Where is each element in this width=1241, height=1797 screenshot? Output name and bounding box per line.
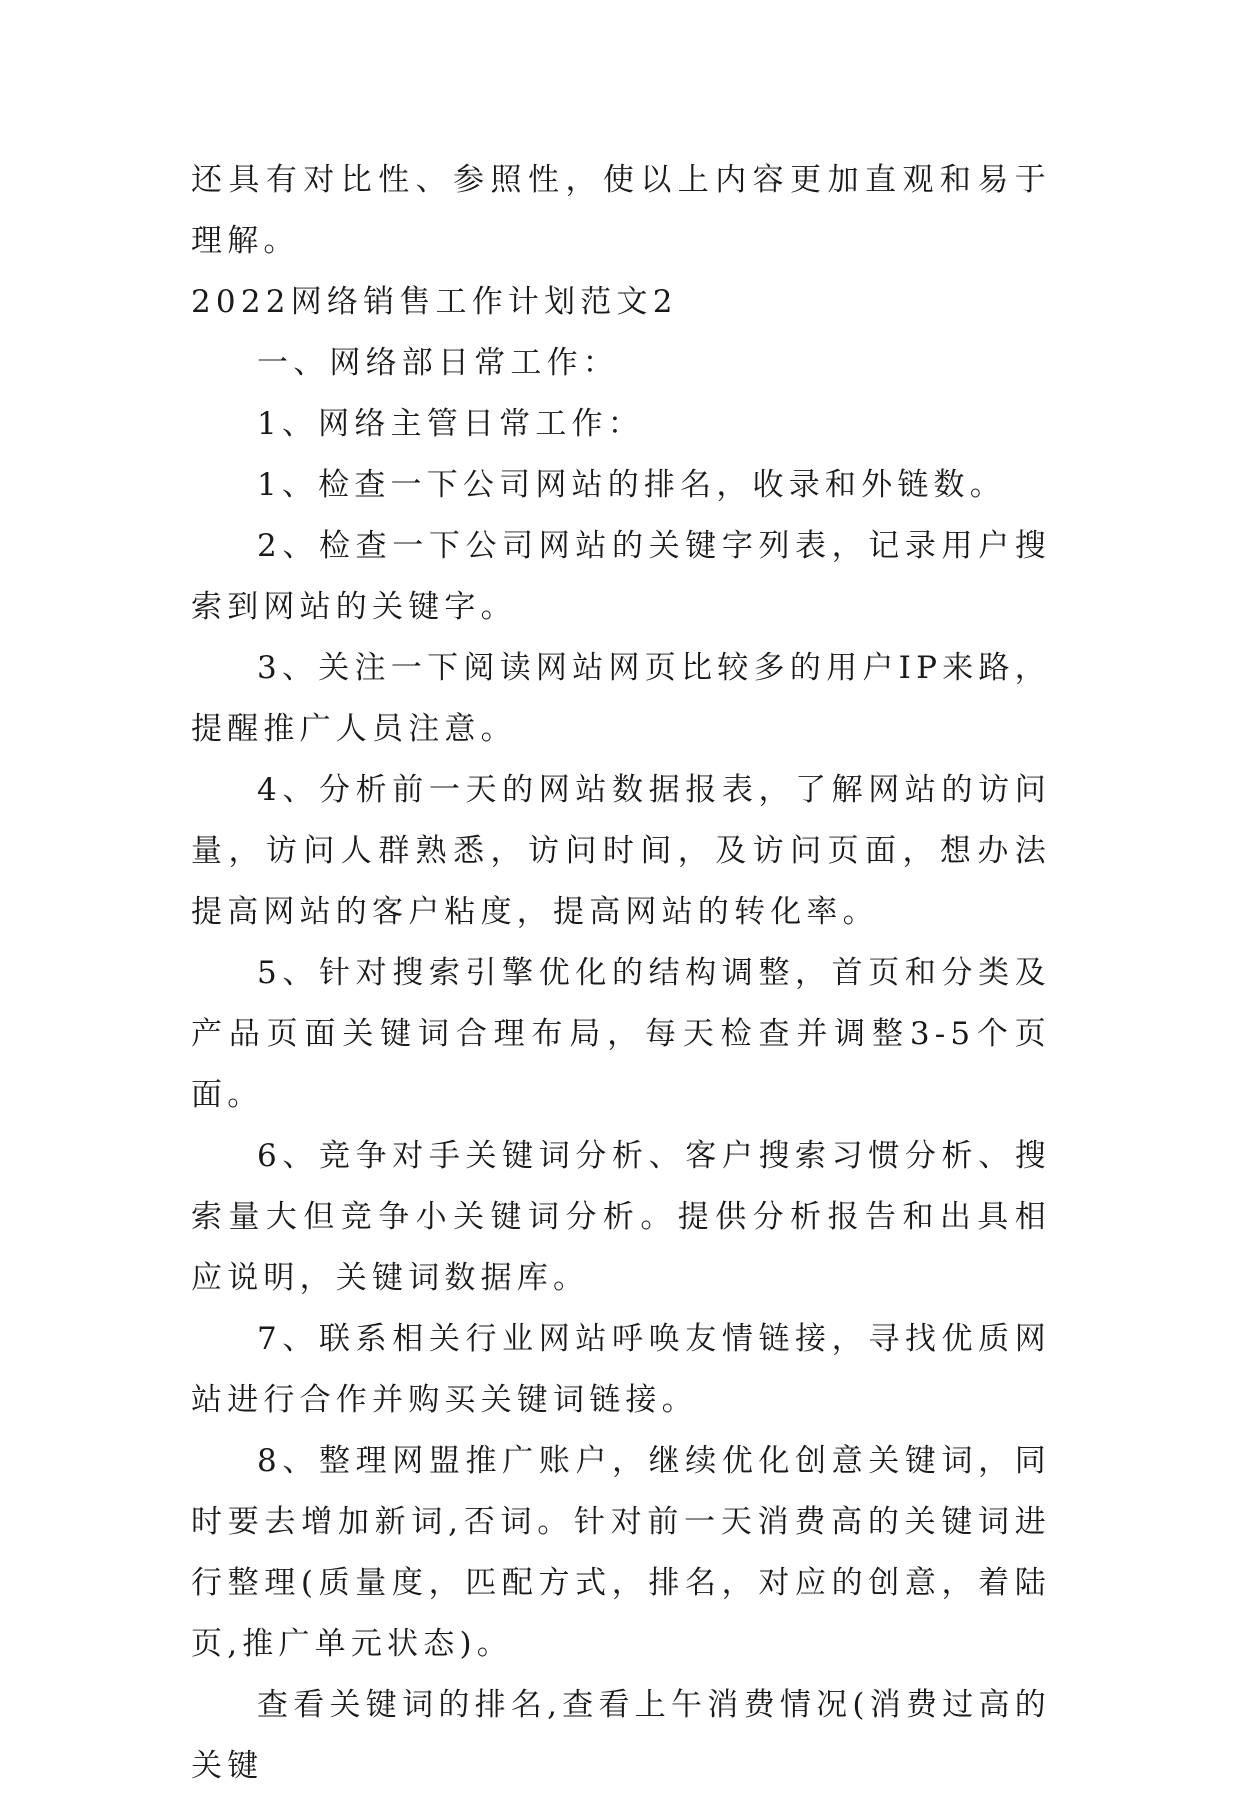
paragraph: 查看关键词的排名,查看上午消费情况(消费过高的关键 [191,1687,1051,1784]
subsection-heading: 1、网络主管日常工作： [257,406,644,442]
subsection-heading: 一、网络部日常工作： [257,345,619,381]
list-item: 8、整理网盟推广账户，继续优化创意关键词，同时要去增加新词,否词。针对前一天消费高的关键词进行整理(质量度，匹配方式，排名，对应的创意，着陆页,推广单元状态)。 [191,1443,1051,1662]
section-heading: 2022网络销售工作计划范文2 [191,284,678,320]
list-item: 3、关注一下阅读网站网页比较多的用户IP来路，提醒推广人员注意。 [191,650,1051,747]
list-item: 5、针对搜索引擎优化的结构调整，首页和分类及产品页面关键词合理布局，每天检查并调整3-5个页面。 [191,955,1051,1113]
paragraph: 还具有对比性、参照性，使以上内容更加直观和易于理解。 [191,162,1051,259]
list-item: 1、检查一下公司网站的排名，收录和外链数。 [257,467,1006,503]
list-item: 6、竞争对手关键词分析、客户搜索习惯分析、搜索量大但竞争小关键词分析。提供分析报告和出具相应说明，关键词数据库。 [191,1138,1051,1296]
document-body [191,150,1051,1797]
list-item: 4、分析前一天的网站数据报表，了解网站的访问量，访问人群熟悉，访问时间，及访问页面，想办法提高网站的客户粘度，提高网站的转化率。 [191,772,1051,930]
list-item: 2、检查一下公司网站的关键字列表，记录用户搜索到网站的关键字。 [191,528,1051,625]
list-item: 7、联系相关行业网站呼唤友情链接，寻找优质网站进行合作并购买关键词链接。 [191,1321,1051,1418]
